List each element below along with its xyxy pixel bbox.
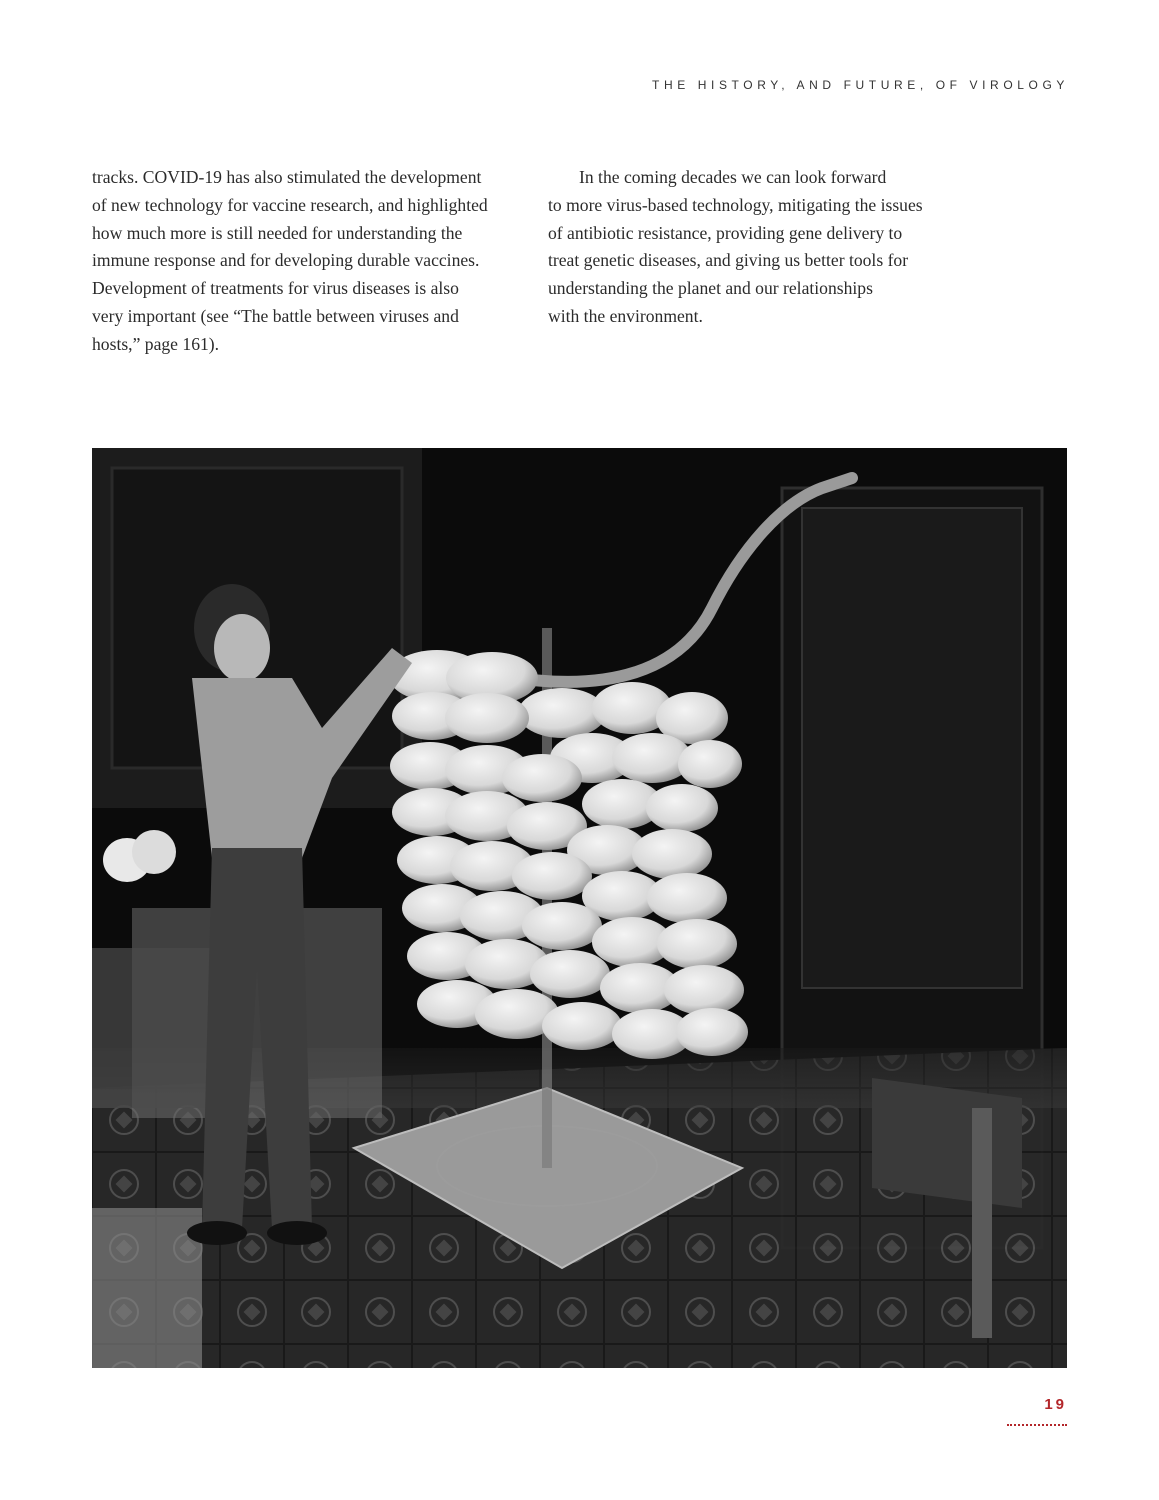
text-line: immune response and for developing durable vaccines. (92, 250, 480, 271)
photo-figure (92, 448, 1067, 1368)
text-line: to more virus-based technology, mitigating the issues (548, 194, 923, 215)
paragraph-right (548, 164, 968, 331)
text-line: tracks. COVID-19 has also stimulated the development (92, 167, 482, 187)
virus-model (389, 650, 748, 1059)
paragraph-left (92, 164, 532, 359)
text-line: hosts,” page 161). (92, 333, 220, 354)
running-head: THE HISTORY, AND FUTURE, OF VIROLOGY (652, 78, 1069, 92)
text-line: of new technology for vaccine research, and highlighted (92, 194, 488, 215)
text-line: understanding the planet and our relationships (548, 278, 873, 299)
page-number: 19 (1044, 1396, 1067, 1413)
page-number-dots (1007, 1424, 1067, 1426)
text-line: with the environment. (548, 305, 703, 326)
text-line: how much more is still needed for understanding the (92, 222, 463, 243)
text-line: very important (see “The battle between viruses and (92, 305, 459, 326)
text-line: Development of treatments for virus diseases is also (92, 278, 459, 299)
text-line: In the coming decades we can look forward (579, 167, 887, 187)
text-line: treat genetic diseases, and giving us better tools for (548, 250, 909, 271)
virus-model-photo (92, 448, 1067, 1368)
body-column-right (548, 164, 968, 331)
text-line: of antibiotic resistance, providing gene delivery to (548, 222, 903, 243)
body-column-left (92, 164, 532, 359)
